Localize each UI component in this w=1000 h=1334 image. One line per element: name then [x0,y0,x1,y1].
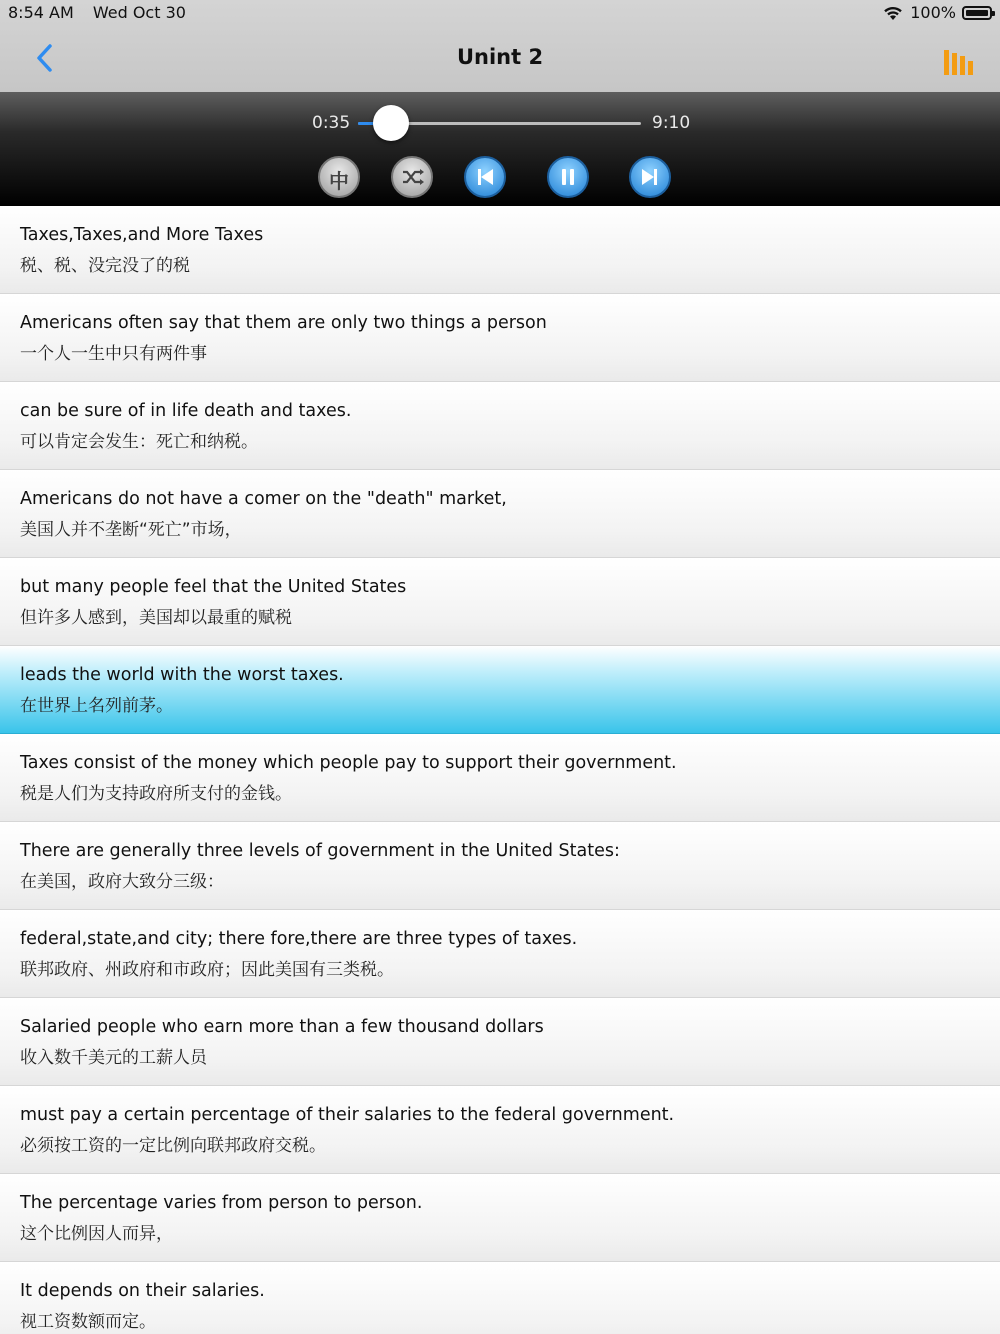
sentence-english: federal,state,and city; there fore,there are three types of taxes. [20,929,578,949]
skip-forward-icon [631,158,669,196]
sentence-list [0,206,1000,1334]
sentence-row[interactable] [0,1262,1000,1334]
sentence-row[interactable] [0,822,1000,910]
status-bar [8,3,992,25]
sentence-english: can be sure of in life death and taxes. [20,401,352,421]
sentence-english: but many people feel that the United States [20,577,407,597]
sentence-english: There are generally three levels of government in the United States: [20,841,620,861]
sentence-english: Americans do not have a comer on the "death" market, [20,489,507,509]
pause-button[interactable] [547,156,589,198]
sentence-chinese: 一个人一生中只有两件事 [20,344,207,364]
bars-icon[interactable] [944,50,974,75]
next-button[interactable] [629,156,671,198]
sentence-row[interactable] [0,1086,1000,1174]
previous-button[interactable] [464,156,506,198]
sentence-chinese: 视工资数额而定。 [20,1312,156,1332]
chinese-toggle-label: 中 [329,169,349,193]
sentence-row[interactable] [0,382,1000,470]
sentence-english: must pay a certain percentage of their salaries to the federal government. [20,1105,675,1125]
sentence-row[interactable] [0,910,1000,998]
sentence-chinese: 美国人并不垄断“死亡”市场， [20,520,242,540]
sentence-row[interactable] [0,998,1000,1086]
sentence-row[interactable] [0,470,1000,558]
sentence-english: Taxes consist of the money which people pay to support their government. [20,753,677,773]
shuffle-icon [393,158,431,196]
sentence-english: Taxes,Taxes,and More Taxes [20,225,264,245]
current-time: 0:35 [312,113,351,133]
total-time: 9:10 [652,113,691,133]
sentence-chinese: 但许多人感到，美国却以最重的赋税 [20,608,292,628]
sentence-chinese: 收入数千美元的工薪人员 [20,1048,207,1068]
status-time: 8:54 AM [8,3,74,22]
sentence-chinese: 可以肯定会发生：死亡和纳税。 [20,432,258,452]
sentence-chinese: 税、税、没完没了的税 [20,256,190,276]
sentence-chinese: 必须按工资的一定比例向联邦政府交税。 [20,1136,326,1156]
sentence-english: leads the world with the worst taxes. [20,665,344,685]
sentence-english: Americans often say that them are only two things a person [20,313,547,333]
pause-icon [549,158,587,196]
sentence-chinese: 这个比例因人而异， [20,1224,173,1244]
sentence-row[interactable] [0,646,1000,734]
battery-percent: 100% [910,3,956,22]
skip-back-icon [466,158,504,196]
sentence-row[interactable] [0,294,1000,382]
page-title: Unint 2 [456,45,544,69]
sentence-english: The percentage varies from person to person. [20,1193,423,1213]
sentence-row[interactable] [0,734,1000,822]
sentence-row[interactable] [0,1174,1000,1262]
navigation-bar [0,0,1000,93]
battery-icon [962,6,992,20]
audio-player [0,92,1000,206]
sentence-row[interactable] [0,206,1000,294]
sentence-row[interactable] [0,558,1000,646]
sentence-chinese: 税是人们为支持政府所支付的金钱。 [20,784,292,804]
sentence-chinese: 联邦政府、州政府和市政府；因此美国有三类税。 [20,960,394,980]
sentence-chinese: 在美国，政府大致分三级： [20,872,224,892]
progress-thumb[interactable] [373,105,409,141]
chinese-toggle-button[interactable] [318,156,360,198]
sentence-chinese: 在世界上名列前茅。 [20,696,173,716]
status-date: Wed Oct 30 [92,3,186,22]
wifi-icon [882,5,904,21]
sentence-english: Salaried people who earn more than a few thousand dollars [20,1017,544,1037]
sentence-english: It depends on their salaries. [20,1281,265,1301]
shuffle-button[interactable] [391,156,433,198]
